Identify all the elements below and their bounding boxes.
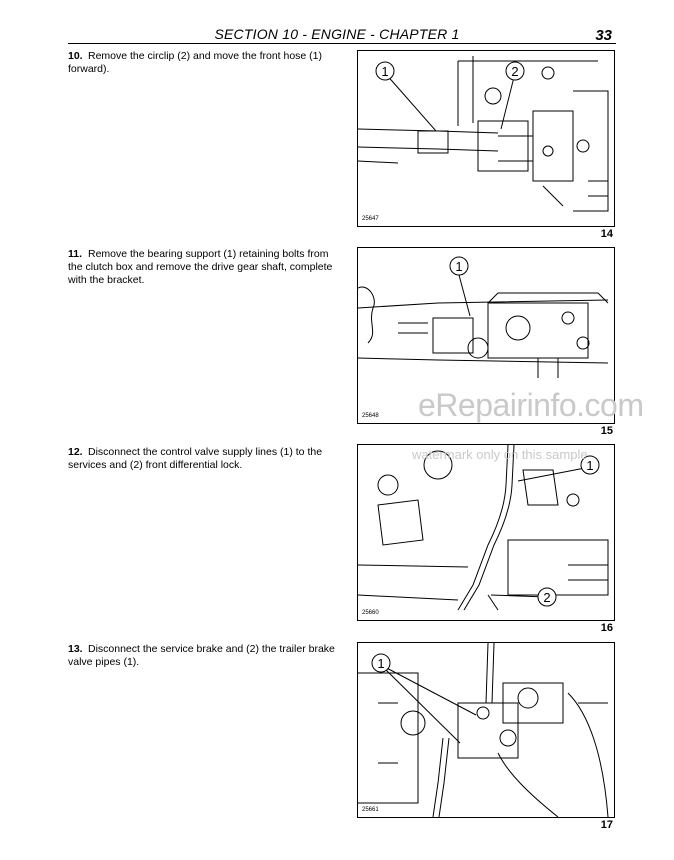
figure-17-illustration bbox=[358, 643, 614, 817]
callout-label: 1 bbox=[455, 259, 463, 274]
step-number: 11. bbox=[68, 248, 83, 260]
callout-label: 2 bbox=[543, 590, 551, 605]
figure-number: 15 bbox=[600, 425, 613, 437]
step-text: Remove the bearing support (1) retaining bolts from the clutch box and remove the drive gear shaft, complete with the bracket. bbox=[68, 248, 333, 286]
figure-16 bbox=[357, 444, 615, 621]
figure-number: 17 bbox=[600, 819, 613, 831]
figure-number: 16 bbox=[600, 622, 613, 634]
page-number: 33 bbox=[595, 27, 612, 44]
step-text: Remove the circlip (2) and move the front hose (1) forward). bbox=[68, 50, 323, 75]
watermark-subtext: watermark only on this sample bbox=[412, 447, 588, 462]
figure-code: 25660 bbox=[362, 610, 379, 616]
callout-label: 1 bbox=[377, 656, 385, 671]
figure-14 bbox=[357, 50, 615, 227]
watermark-text: eRepairinfo.com bbox=[418, 387, 644, 423]
figure-code: 25648 bbox=[362, 413, 379, 419]
figure-code: 25647 bbox=[362, 216, 379, 222]
figure-17 bbox=[357, 642, 615, 818]
step-text: Disconnect the service brake and (2) the trailer brake valve pipes (1). bbox=[68, 643, 335, 668]
page-header bbox=[0, 22, 674, 42]
step-13 bbox=[68, 643, 338, 669]
step-number: 13. bbox=[68, 643, 83, 655]
step-12 bbox=[68, 446, 338, 472]
callout-label: 1 bbox=[586, 458, 594, 473]
callout-label: 1 bbox=[381, 64, 389, 79]
step-11 bbox=[68, 248, 338, 287]
figure-16-illustration bbox=[358, 445, 614, 620]
header-rule bbox=[68, 43, 616, 44]
section-title: SECTION 10 - ENGINE - CHAPTER 1 bbox=[214, 26, 460, 42]
figure-number: 14 bbox=[600, 228, 613, 240]
figure-code: 25661 bbox=[362, 807, 379, 813]
callout-label: 2 bbox=[511, 64, 519, 79]
step-number: 12. bbox=[68, 446, 83, 458]
figure-14-illustration bbox=[358, 51, 614, 226]
step-text: Disconnect the control valve supply lines (1) to the services and (2) front differential lock. bbox=[68, 446, 323, 471]
step-10 bbox=[68, 50, 338, 76]
step-number: 10. bbox=[68, 50, 83, 62]
